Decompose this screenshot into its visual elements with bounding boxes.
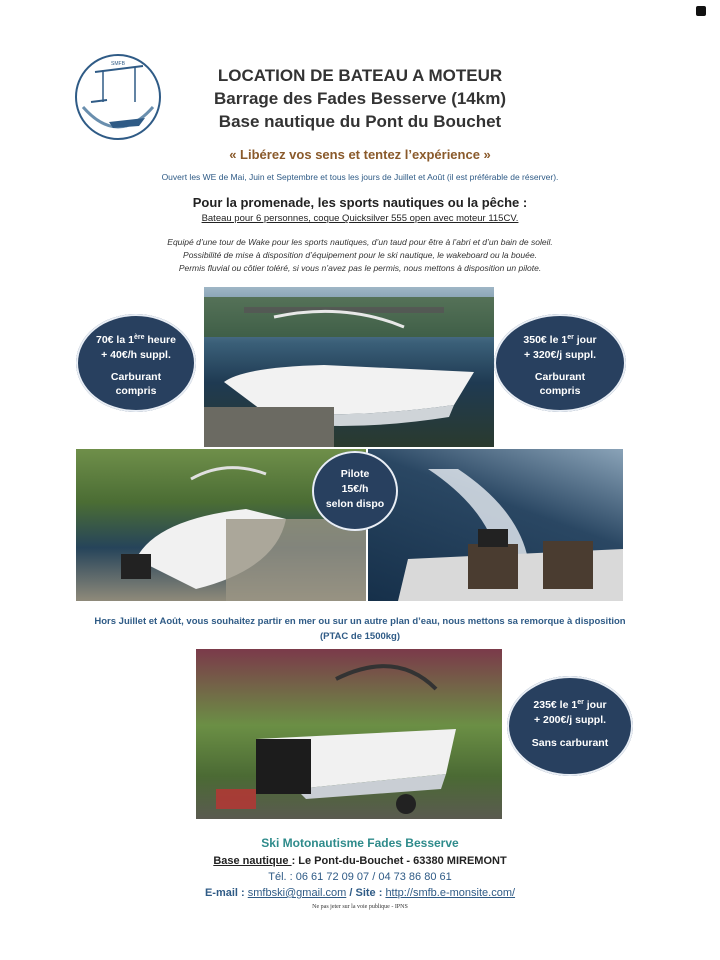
hourly-price-line: 70€ la 1ère heure: [96, 334, 176, 346]
trailer-extra-line: + 200€/j suppl.: [533, 714, 607, 726]
trailer-price-line: 235€ le 1er jour: [533, 699, 607, 711]
phone-numbers: Tél. : 06 61 72 09 07 / 04 73 86 80 61: [268, 871, 452, 883]
contact-line: [0, 887, 720, 899]
hourly-extra-line: + 40€/h suppl.: [101, 349, 171, 361]
address-label: Base nautique: [213, 855, 292, 867]
website-link[interactable]: http://smfb.e-monsite.com/: [385, 887, 516, 899]
disposal-notice: Ne pas jeter sur la voie publique - IPNS: [312, 904, 408, 910]
hourly-fuel-line1: Carburant: [110, 371, 162, 383]
boat-photo-dock: [204, 287, 494, 447]
address-value: : Le Pont-du-Bouchet - 63380 MIREMONT: [291, 855, 507, 867]
pilot-rate: 15€/h: [341, 483, 369, 495]
equipment-line: Equipé d’une tour de Wake pour les sports nautiques, d’un taud pour être à l’abri et d’un bain de soleil.: [167, 237, 553, 247]
svg-text:SMFB: SMFB: [111, 61, 125, 67]
boat-photo-wake: [368, 449, 623, 601]
pilot-label: Pilote: [340, 468, 370, 480]
pilot-availability: selon dispo: [325, 498, 385, 510]
site-label: / Site :: [346, 887, 386, 899]
boat-description-text: Bateau pour 6 personnes, coque Quicksilver 555 open avec moteur 115CV.: [201, 213, 519, 224]
trailer-fuel-line: Sans carburant: [531, 737, 609, 749]
opening-hours: Ouvert les WE de Mai, Juin et Septembre et tous les jours de Juillet et Août (il est préférable de réserver).: [161, 172, 559, 182]
address: [0, 855, 720, 867]
email-label: E-mail :: [204, 887, 248, 899]
price-bubble-hourly: [76, 314, 196, 412]
daily-fuel-line1: Carburant: [534, 371, 586, 383]
organization-name: Ski Motonautisme Fades Besserve: [261, 836, 459, 850]
daily-price-line: 350€ le 1er jour: [523, 334, 597, 346]
equipment-availability-line: Possibilité de mise à disposition d’équipement pour le ski nautique, le wakeboard ou la bouée.: [183, 250, 537, 260]
section-heading: Pour la promenade, les sports nautiques ou la pêche :: [192, 195, 528, 210]
boat-description: [60, 213, 660, 224]
boat-photo-trailer: [196, 649, 502, 819]
hourly-fuel-line2: compris: [115, 385, 157, 397]
slogan: « Libérez vos sens et tentez l’expérience »: [229, 147, 491, 162]
corner-mark: [696, 6, 706, 16]
subtitle-base: Base nautique du Pont du Bouchet: [218, 112, 502, 131]
daily-extra-line: + 320€/j suppl.: [523, 349, 597, 361]
trailer-info-text: Hors Juillet et Août, vous souhaitez partir en mer ou sur un autre plan d’eau, nous mettons sa remorque à disposition (PTAC de 1500kg): [94, 616, 626, 642]
page-title: LOCATION DE BATEAU A MOTEUR: [217, 66, 503, 85]
price-bubble-daily: [494, 314, 626, 412]
license-line: Permis fluvial ou côtier toléré, si vous n’avez pas le permis, nous mettons à disposition un pilote.: [178, 263, 542, 273]
price-bubble-trailer: [507, 676, 633, 776]
email-link[interactable]: smfbski@gmail.com: [247, 887, 347, 899]
daily-fuel-line2: compris: [539, 385, 581, 397]
price-bubble-pilot: [312, 451, 398, 531]
subtitle-location: Barrage des Fades Besserve (14km): [214, 89, 506, 108]
